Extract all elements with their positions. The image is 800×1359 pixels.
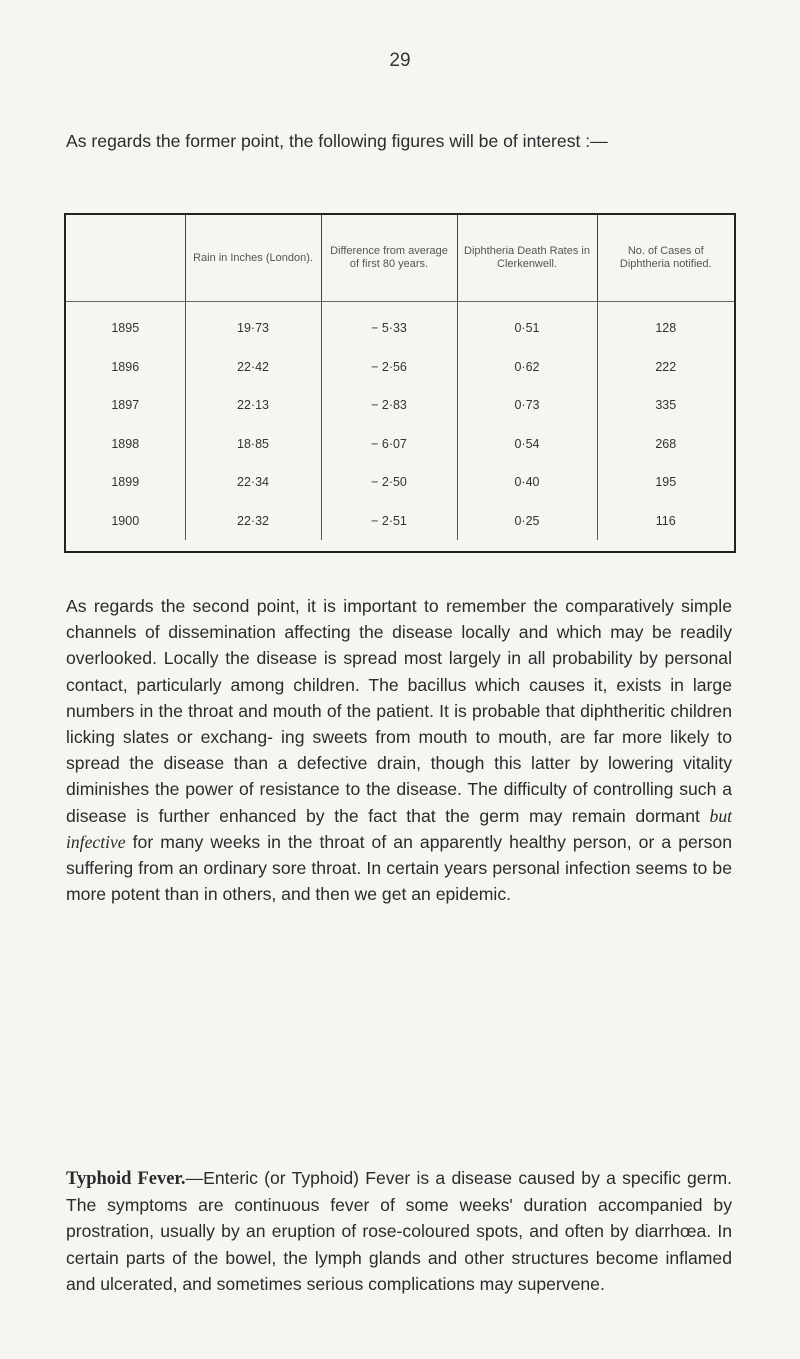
second-point-paragraph <box>66 593 732 907</box>
header-death-rates: Diphtheria Death Rates in Clerkenwell. <box>457 215 597 302</box>
header-year <box>66 215 185 302</box>
table-row <box>66 386 734 425</box>
typhoid-body: —Enteric (or Typhoid) Fever is a disease caused by a specific germ. The symptoms are continuous fever of some weeks' duration accompanied by prostration, usually by an eruption of rose-coloured spots, and often by diarrhœa. In certain parts of the bowel, the lymph glands and other structures become inflamed and ulcerated, and sometimes serious complications may supervene. <box>66 1168 732 1294</box>
cell-rain: 18·85 <box>185 425 321 464</box>
second-point-text-end: for many weeks in the throat of an apparently healthy person, or a person suffering from an ordinary sore throat. In certain years personal infection seems to be more potent than in others, and then we get an epidemic. <box>66 831 732 905</box>
cell-difference: − 5·33 <box>321 302 457 348</box>
cell-year: 1897 <box>66 386 185 425</box>
table-header-row <box>66 215 734 302</box>
cell-difference: − 6·07 <box>321 425 457 464</box>
cell-rain: 19·73 <box>185 302 321 348</box>
intro-paragraph: As regards the former point, the following figures will be of interest :— <box>66 131 608 151</box>
cell-cases: 116 <box>655 513 676 528</box>
table-row <box>66 502 734 541</box>
cell-year: 1898 <box>66 425 185 464</box>
header-difference: Difference from average of first 80 years. <box>321 215 457 302</box>
typhoid-paragraph <box>66 1165 732 1297</box>
cell-cases: 195 <box>655 475 677 490</box>
cell-death-rate: 0·51 <box>457 302 597 348</box>
cell-cases: 128 <box>655 321 677 336</box>
cell-year: 1895 <box>66 302 185 348</box>
table-row <box>66 302 734 348</box>
cell-year: 1896 <box>66 348 185 387</box>
cell-rain: 22·32 <box>185 502 321 541</box>
second-point-text-start: As regards the second point, it is important to remember the comparatively simple channels of dissemination affecting the disease locally and which may be readily overlooked. Locally the disease is spread most largely in all probability by personal contact, particularly among children. The bacillus which causes it, exists in large numbers in the throat and mouth of the patient. It is probable that diphtheritic children licking slates or exchang- ing sweets from mouth to mouth, are far more likely to spread the disease than a defective drain, though this latter by lowering vitality diminishes the power of resistance to the disease. The difficulty of controlling such a disease is further enhanced by the fact that the germ may remain dormant <box>66 596 732 826</box>
rainfall-diphtheria-table <box>64 213 736 553</box>
cell-rain: 22·34 <box>185 463 321 502</box>
cell-rain: 22·42 <box>185 348 321 387</box>
cell-difference: − 2·83 <box>321 386 457 425</box>
cell-death-rate: 0·62 <box>457 348 597 387</box>
cell-difference: − 2·50 <box>321 463 457 502</box>
table-row <box>66 425 734 464</box>
page-number: 29 <box>389 50 411 71</box>
cell-death-rate: 0·54 <box>457 425 597 464</box>
header-rain: Rain in Inches (London). <box>185 215 321 302</box>
cell-death-rate: 0·73 <box>457 386 597 425</box>
cell-death-rate: 0·40 <box>457 463 597 502</box>
cell-death-rate: 0·25 <box>457 502 597 541</box>
cell-year: 1899 <box>66 463 185 502</box>
stats-table <box>66 215 734 540</box>
typhoid-heading: Typhoid Fever. <box>66 1169 186 1189</box>
cell-cases: 335 <box>655 398 677 413</box>
cell-year: 1900 <box>66 502 185 541</box>
header-cases: No. of Cases of Diphtheria notified. <box>597 215 734 302</box>
table-row <box>66 348 734 387</box>
cell-difference: − 2·51 <box>321 502 457 541</box>
cell-difference: − 2·56 <box>321 348 457 387</box>
cell-rain: 22·13 <box>185 386 321 425</box>
cell-cases: 222 <box>655 359 677 374</box>
italic-phrase: but infective <box>66 805 732 852</box>
table-row <box>66 463 734 502</box>
cell-cases: 268 <box>655 436 677 451</box>
